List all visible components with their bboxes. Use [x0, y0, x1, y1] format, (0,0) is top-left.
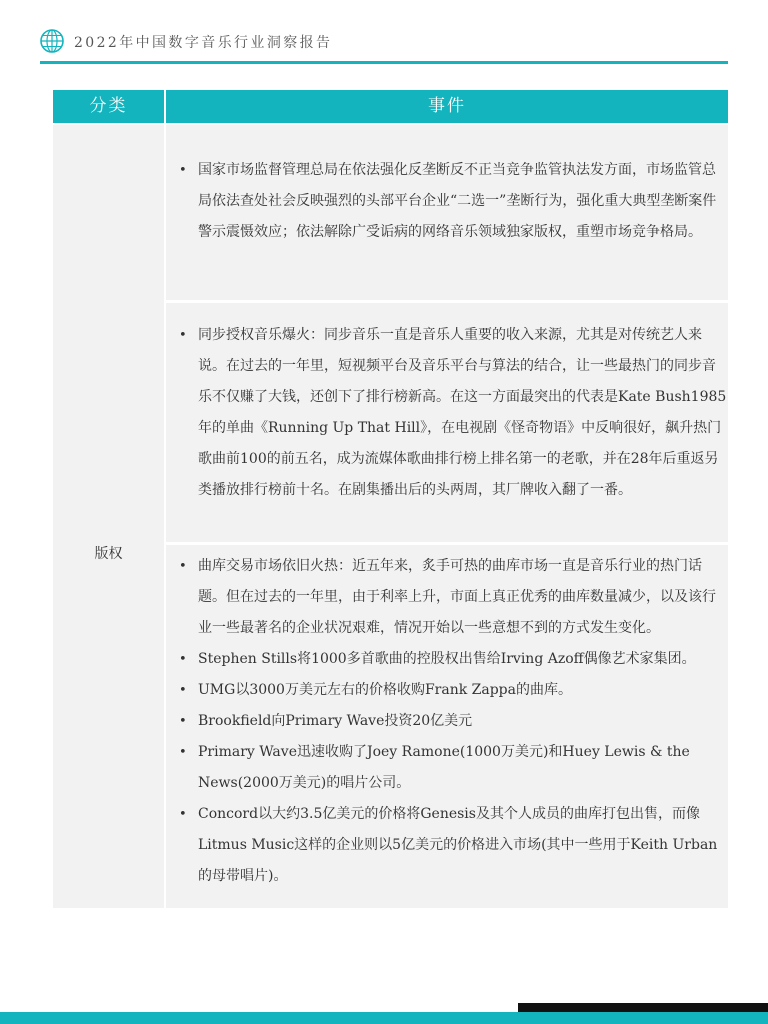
events-column-header: 事件: [166, 90, 728, 123]
table-header: [53, 90, 728, 123]
category-label: 版权: [94, 546, 123, 562]
list-item: • Stephen Stills将1000多首歌曲的控股权出售给Irving Azoff偶像艺术家集团。: [166, 644, 728, 675]
footer-bar: [0, 1012, 768, 1024]
list-item: • 国家市场监督管理总局在依法强化反垄断反不正当竞争监管执法发方面，市场监管总局依法查处社会反映强烈的头部平台企业“二选一”垄断行为，强化重大典型垄断案件警示震慑效应；依法解除广受诟病的网络音乐领域独家版权，重塑市场竞争格局。: [166, 155, 728, 248]
event-list: [166, 545, 728, 892]
event-cell-antitrust: [166, 125, 728, 300]
page-header: [0, 0, 768, 64]
event-cell-catalog-trading: [166, 545, 728, 908]
footer-accent-bar: [518, 1003, 768, 1012]
list-item: • 同步授权音乐爆火：同步音乐一直是音乐人重要的收入来源，尤其是对传统艺人来说。在过去的一年里，短视频平台及音乐平台与算法的结合，让一些最热门的同步音乐不仅赚了大钱，还创下了排行榜新高。在这一方面最突出的代表是Kate Bush1985年的单曲《Running Up That Hill》，在电视剧《怪奇物语》中反响很好，飙升热门歌曲前100的前五名，成为流媒体歌曲排行榜上排名第一的老歌，并在28年后重返另类播放排行榜前十名。在剧集播出后的头两周，其厂牌收入翻了一番。: [166, 320, 728, 506]
event-cell-sync-licensing: [166, 303, 728, 542]
category-column-header: 分类: [53, 90, 164, 123]
header-divider: [40, 61, 728, 64]
globe-icon: [40, 29, 64, 53]
report-title: 2022年中国数字音乐行业洞察报告: [74, 35, 333, 51]
list-item: • Brookfield向Primary Wave投资20亿美元: [166, 706, 728, 737]
list-item: • Concord以大约3.5亿美元的价格将Genesis及其个人成员的曲库打包出售，而像Litmus Music这样的企业则以5亿美元的价格进入市场(其中一些用于Keith Urban的母带唱片)。: [166, 799, 728, 892]
category-cell: [53, 125, 164, 908]
list-item: • 曲库交易市场依旧火热：近五年来，炙手可热的曲库市场一直是音乐行业的热门话题。但在过去的一年里，由于利率上升，市面上真正优秀的曲库数量减少，以及该行业一些最著名的企业状况艰难，情况开始以一些意想不到的方式发生变化。: [166, 551, 728, 644]
event-list: [166, 125, 728, 248]
list-item: • Primary Wave迅速收购了Joey Ramone(1000万美元)和Huey Lewis & the News(2000万美元)的唱片公司。: [166, 737, 728, 799]
event-list: [166, 303, 728, 506]
list-item: • UMG以3000万美元左右的价格收购Frank Zappa的曲库。: [166, 675, 728, 706]
